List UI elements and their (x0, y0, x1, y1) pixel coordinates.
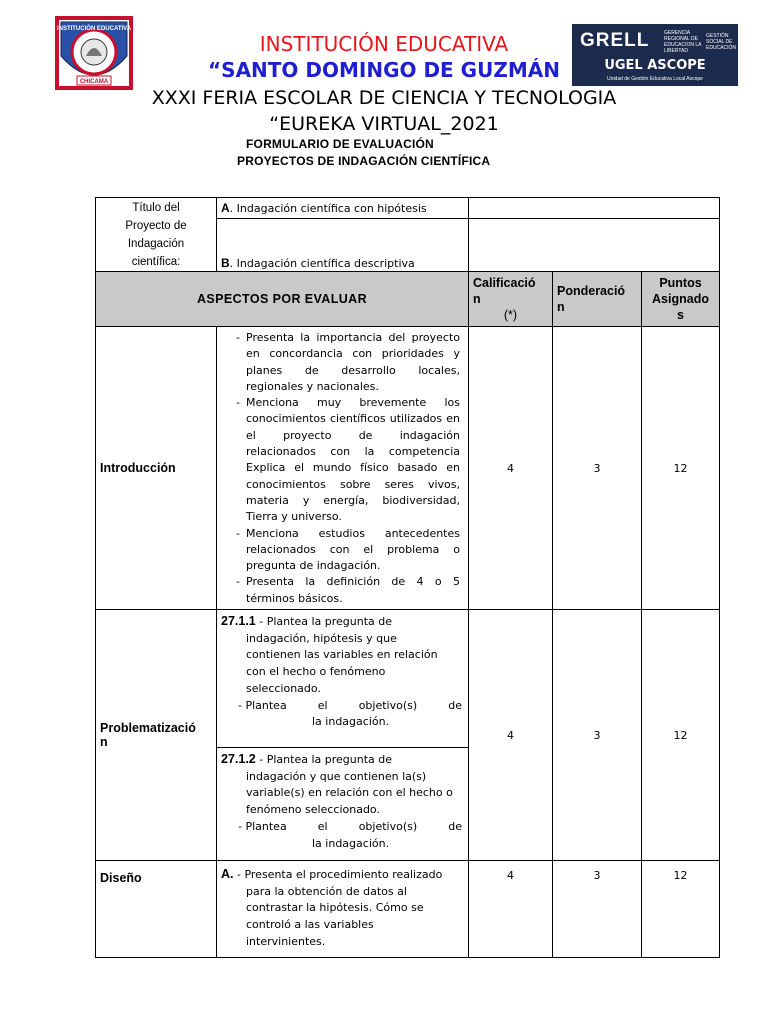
design-criteria: A. - Presenta el procedimiento realizado para la obtención de datos al contrastar la hipótesis. Cómo se controló a las variables intervinientes. (217, 861, 469, 958)
design-row (96, 861, 720, 958)
intro-criterion: - Menciona muy brevemente los conocimientos científicos utilizados en el proyecto de indagación relacionados con la competencia Explica el mundo físico basado en conocimientos sobre seres vivos, materia y energía, biodiversidad, Tierra y universo. (234, 395, 460, 525)
design-aspect: Diseño (96, 861, 217, 958)
problem-weight: 3 (553, 610, 642, 861)
intro-row (96, 327, 720, 610)
fair-title: XXXI FERIA ESCOLAR DE CIENCIA Y TECNOLOGIA (151, 87, 617, 109)
institution-name: “SANTO DOMINGO DE GUZMÁN (208, 58, 560, 82)
option-b-value[interactable] (469, 218, 720, 271)
header-row (96, 272, 720, 327)
fair-edition: “EUREKA VIRTUAL_2021 (269, 113, 499, 135)
grell-subtitle: GERENCIA REGIONAL DE EDUCACION LA LIBERTAD (664, 30, 702, 54)
weight-header: Ponderació n (553, 272, 642, 327)
intro-aspect: Introducción (96, 327, 217, 610)
intro-score[interactable]: 4 (469, 327, 553, 610)
intro-points: 12 (642, 327, 720, 610)
option-b: B. Indagación científica descriptiva (217, 218, 469, 271)
ugel-caption: Unidad de Gestión Educativa Local Ascope (607, 76, 703, 82)
score-header: Calificació n (*) (469, 272, 553, 327)
logo-lower-text: CHICAMA (79, 79, 109, 85)
project-title-label: Título del Proyecto de Indagación científica: (96, 198, 217, 272)
title-row-a (96, 198, 720, 219)
design-weight: 3 (553, 861, 642, 958)
option-a-value[interactable] (469, 198, 720, 219)
intro-criterion: - Presenta la definición de 4 o 5 términos básicos. (234, 574, 460, 607)
grell-brand: GRELL (580, 30, 650, 51)
intro-criterion: - Presenta la importancia del proyecto en concordancia con prioridades y planes de desarrollo locales, regionales y nacionales. (234, 330, 460, 395)
problem-points: 12 (642, 610, 720, 861)
problem-sub-1: 27.1.1 - Plantea la pregunta de indagación, hipótesis y que contienen las variables en relación con el hecho o fenómeno seleccionado. - Plantea el objetivo(s) de la indagación. (217, 610, 469, 748)
form-subtitle: PROYECTOS DE INDAGACIÓN CIENTÍFICA (237, 154, 491, 168)
logo-ring-text: INSTITUCIÓN EDUCATIVA (56, 26, 132, 32)
intro-criterion: - Menciona estudios antecedentes relacionados con el problema o pregunta de indagación. (234, 526, 460, 575)
problem-row-a (96, 610, 720, 748)
intro-criteria (217, 327, 469, 610)
design-points: 12 (642, 861, 720, 958)
problem-sub-2: 27.1.2 - Plantea la pregunta de indagación y que contienen la(s) variable(s) en relación con el hecho o fenómeno seleccionado. - Plantea el objetivo(s) de la indagación. (217, 748, 469, 861)
design-score[interactable]: 4 (469, 861, 553, 958)
form-title: FORMULARIO DE EVALUACIÓN (246, 137, 434, 151)
ugel-name: UGEL ASCOPE (604, 58, 706, 73)
institution-label: INSTITUCIÓN EDUCATIVA (259, 32, 509, 56)
option-a: A. Indagación científica con hipótesis (217, 198, 469, 219)
intro-weight: 3 (553, 327, 642, 610)
gestion-subtitle: GESTIÓN SOCIAL DE EDUCACIÓN (706, 33, 737, 51)
problem-score[interactable]: 4 (469, 610, 553, 861)
points-header: Puntos Asignado s (642, 272, 720, 327)
evaluation-table (95, 197, 720, 958)
problem-aspect: Problematizació n (96, 610, 217, 861)
aspects-header: ASPECTOS POR EVALUAR (96, 272, 469, 327)
